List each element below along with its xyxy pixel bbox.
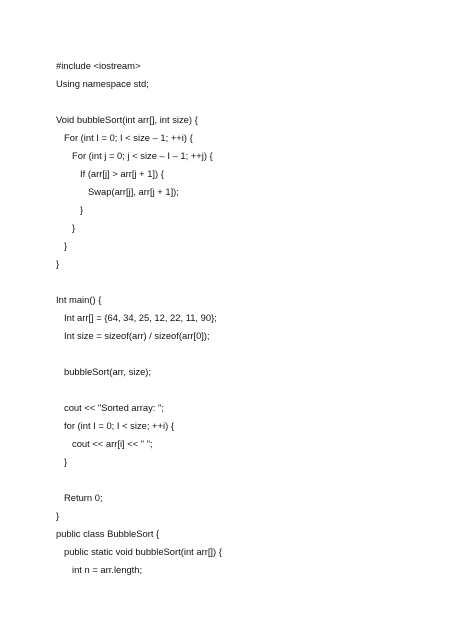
code-line: #include <iostream> <box>56 60 141 71</box>
code-line: bubbleSort(arr, size); <box>64 366 152 377</box>
code-line: Int main() { <box>56 294 102 305</box>
code-line: Return 0; <box>64 492 103 503</box>
code-line: public static void bubbleSort(int arr[]) { <box>64 546 222 557</box>
code-line: For (int j = 0; j < size – I – 1; ++j) { <box>72 150 213 161</box>
code-listing <box>56 57 456 579</box>
code-line: for (int I = 0; I < size; ++i) { <box>64 420 174 431</box>
code-line: } <box>56 258 60 269</box>
code-line <box>56 93 456 111</box>
code-line: Int arr[] = {64, 34, 25, 12, 22, 11, 90}; <box>64 312 217 323</box>
code-line: cout << "Sorted array: "; <box>64 402 164 413</box>
code-line <box>56 471 456 489</box>
code-line: cout << arr[i] << " "; <box>72 438 153 449</box>
code-line: Using namespace std; <box>56 78 149 89</box>
code-line: Int size = sizeof(arr) / sizeof(arr[0]); <box>64 330 210 341</box>
code-line: } <box>64 456 68 467</box>
code-line <box>56 381 456 399</box>
code-line: } <box>80 204 84 215</box>
code-line <box>56 273 456 291</box>
code-line: } <box>64 240 68 251</box>
code-line: If (arr[j] > arr[j + 1]) { <box>80 168 164 179</box>
code-line: } <box>72 222 76 233</box>
code-line <box>56 345 456 363</box>
code-line: Void bubbleSort(int arr[], int size) { <box>56 114 198 125</box>
code-line: public class BubbleSort { <box>56 528 160 539</box>
code-line: } <box>56 510 60 521</box>
code-line: For (int I = 0; I < size – 1; ++i) { <box>64 132 193 143</box>
code-line: int n = arr.length; <box>72 564 143 575</box>
code-line: Swap(arr[j], arr[j + 1]); <box>88 186 179 197</box>
